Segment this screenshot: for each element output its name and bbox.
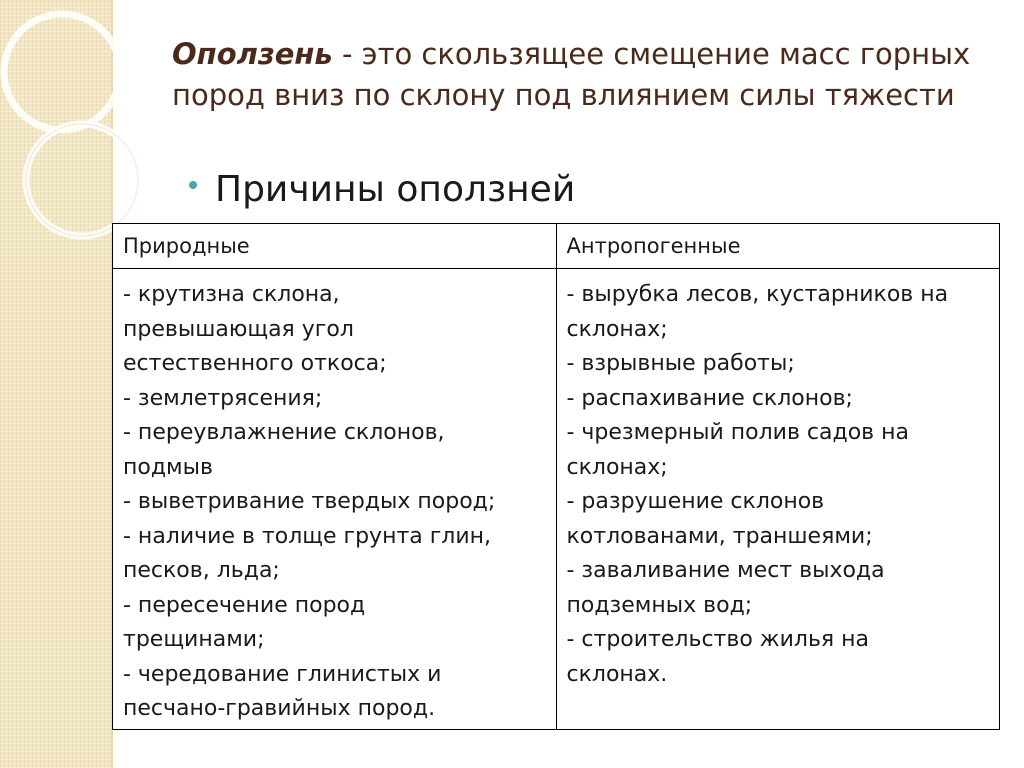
table-header-natural: Природные [113, 224, 557, 269]
decorative-rings-graphic [0, 0, 170, 260]
anthropogenic-cause-line: - чрезмерный полив садов на [566, 420, 910, 445]
anthropogenic-causes-cell [556, 269, 1000, 730]
title-term: Оползень [172, 37, 333, 71]
natural-cause-line: - чередование глинистых и [123, 661, 442, 687]
bullet-item [189, 166, 575, 214]
natural-cause-line: песчано-гравийных пород. [123, 696, 436, 721]
causes-table [112, 223, 1000, 730]
anthropogenic-cause-line: склонах. [566, 661, 668, 687]
title-definition: - это скользящее смещение масс горных пород вниз по склону под влиянием силы тяжести [172, 37, 971, 112]
anthropogenic-cause-line: котлованами, траншеями; [566, 523, 873, 549]
natural-cause-line: - крутизна склона, [123, 282, 340, 307]
anthropogenic-cause-line: - взрывные работы; [566, 351, 795, 376]
anthropogenic-cause-line: - заваливание мест выхода [566, 558, 885, 583]
natural-cause-line: - пересечение пород [123, 592, 366, 618]
decorative-ring [26, 124, 138, 236]
anthropogenic-cause-line: - разрушение склонов [566, 489, 825, 514]
natural-cause-line: подмыв [123, 454, 213, 480]
bullet-text: Причины оползней [215, 169, 576, 210]
bullet-dot-icon [189, 181, 197, 189]
table-header-anthropogenic: Антропогенные [556, 224, 1000, 269]
natural-cause-line: песков, льда; [123, 558, 280, 583]
natural-cause-line: - переувлажнение склонов, [123, 420, 445, 445]
table-row [113, 269, 1000, 730]
anthropogenic-cause-line: склонах; [566, 454, 668, 480]
anthropogenic-cause-line: склонах; [566, 316, 668, 342]
natural-cause-line: превышающая угол [123, 316, 354, 342]
natural-cause-line: - землетрясения; [123, 385, 323, 411]
natural-cause-line: - выветривание твердых пород; [123, 489, 496, 514]
natural-causes-cell [113, 269, 557, 730]
slide-title [172, 34, 972, 116]
natural-cause-line: естественного откоса; [123, 351, 387, 376]
anthropogenic-cause-line: - вырубка лесов, кустарников на [566, 282, 949, 307]
anthropogenic-cause-line: подземных вод; [566, 592, 753, 618]
natural-cause-line: - наличие в толще грунта глин, [123, 523, 492, 549]
table-header-row [113, 224, 1000, 269]
anthropogenic-cause-line: - строительство жилья на [566, 627, 870, 652]
anthropogenic-cause-line: - распахивание склонов; [566, 385, 853, 411]
decorative-ring [4, 14, 120, 130]
natural-cause-line: трещинами; [123, 627, 265, 652]
